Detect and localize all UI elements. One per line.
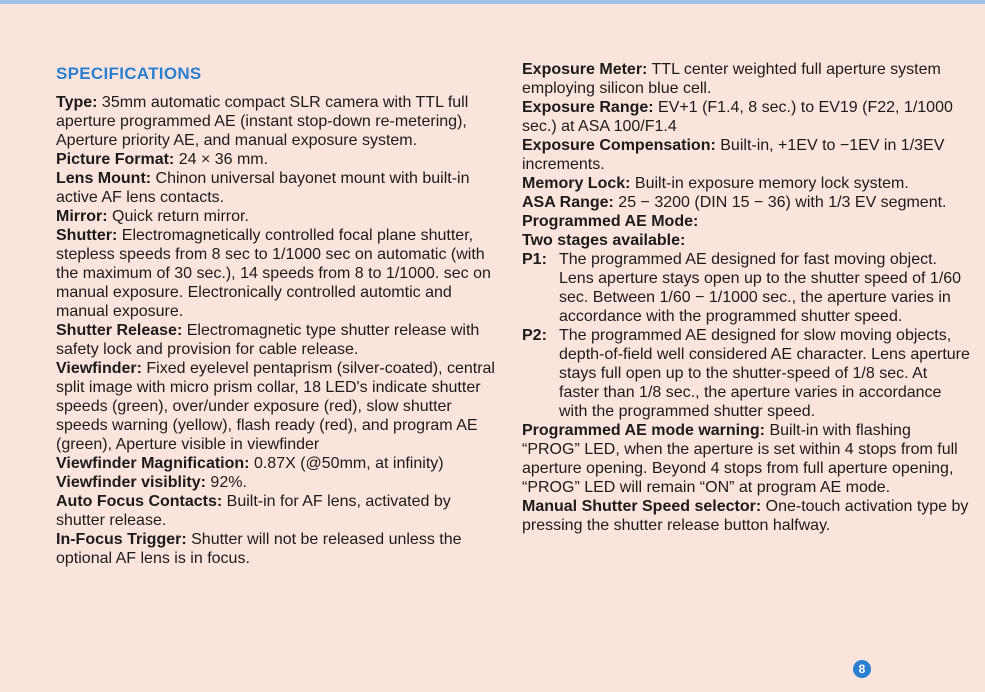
spec-item: Exposure Meter: TTL center weighted full aperture system employing silicon blue cell. — [522, 61, 941, 97]
spec-item: Auto Focus Contacts: Built-in for AF lens, activated by shutter release. — [56, 493, 451, 529]
spec-heading: Two stages available: — [522, 232, 686, 249]
spec-item: Shutter Release: Electromagnetic type shutter release with safety lock and provision for cable release. — [56, 322, 480, 358]
spec-item: Viewfinder Magnification: 0.87X (@50mm, at infinity) — [56, 455, 444, 472]
spec-item: Memory Lock: Built-in exposure memory lock system. — [522, 175, 909, 192]
spec-item: Lens Mount: Chinon universal bayonet mount with built-in active AF lens contacts. — [56, 170, 470, 206]
spec-heading: Programmed AE Mode: — [522, 213, 699, 230]
spec-item: In-Focus Trigger: Shutter will not be released unless the optional AF lens is in focus. — [56, 531, 462, 567]
program-item-p2: P2: The programmed AE designed for slow moving objects, depth-of-field well considered AE character. Lens aperture stays full open up to the shutter-speed of 1/8 sec. At faster than 1/8 sec., the aperture varies in accordance with the programmed shutter speed. — [522, 327, 970, 420]
spec-item: Viewfinder visiblity: 92%. — [56, 474, 247, 491]
left-specs — [56, 93, 501, 568]
spec-item: Type: 35mm automatic compact SLR camera with TTL full aperture programmed AE (instant stop-down re-metering), Aperture priority AE, and manual exposure system. — [56, 94, 469, 149]
spec-item: Exposure Range: EV+1 (F1.4, 8 sec.) to EV19 (F22, 1/1000 sec.) at ASA 100/F1.4 — [522, 99, 953, 135]
top-edge-strip — [0, 0, 985, 4]
program-item-p1: P1: The programmed AE designed for fast moving object. Lens aperture stays open up to the shutter speed of 1/60 sec. Between 1/60 − 1/1000 sec., the aperture varies in accordance with the programmed shutter speed. — [522, 251, 962, 325]
right-column — [522, 60, 970, 535]
spec-item: Manual Shutter Speed selector: One-touch activation type by pressing the shutter release button halfway. — [522, 498, 969, 534]
spec-item: Picture Format: 24 × 36 mm. — [56, 151, 269, 168]
spec-item: Mirror: Quick return mirror. — [56, 208, 249, 225]
spec-item: ASA Range: 25 − 3200 (DIN 15 − 36) with 1/3 EV segment. — [522, 194, 947, 211]
spec-item: Programmed AE mode warning: Built-in with flashing “PROG” LED, when the aperture is set within 4 stops from full aperture opening. Beyond 4 stops from full aperture opening, “PROG” LED will remain “ON” at program AE mode. — [522, 422, 958, 496]
spec-item: Exposure Compensation: Built-in, +1EV to −1EV in 1/3EV increments. — [522, 137, 945, 173]
page-number-badge: 8 — [853, 660, 871, 678]
page-heading: SPECIFICATIONS — [56, 64, 202, 83]
spec-item: Shutter: Electromagnetically controlled focal plane shutter, stepless speeds from 8 sec to 1/1000 sec on automatic (with the maximum of 30 sec.), 14 speeds from 8 to 1/1000. sec on manual exposure. Electronically controlled automtic and manual exposure. — [56, 227, 491, 320]
spec-item: Viewfinder: Fixed eyelevel pentaprism (silver-coated), central split image with micro prism collar, 18 LED's indicate shutter speeds (green), over/under exposure (red), slow shutter speeds warning (yellow), flash ready (red), and program AE (green), Aperture visible in viewfinder — [56, 360, 495, 453]
left-column — [56, 60, 501, 568]
